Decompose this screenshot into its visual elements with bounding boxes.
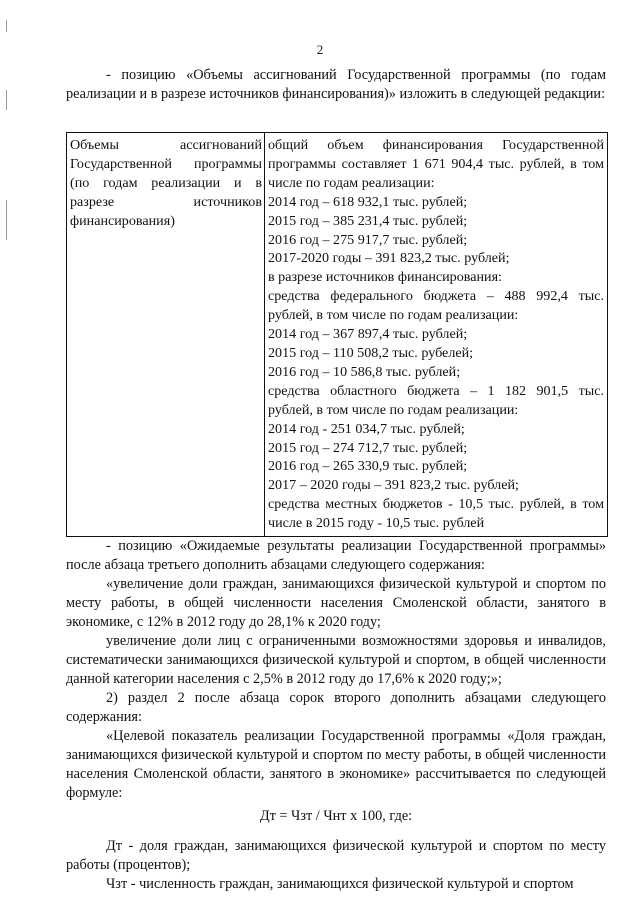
funding-line: 2014 год – 367 897,4 тыс. рублей; (268, 326, 468, 343)
document-body (66, 66, 606, 894)
paragraph-dt-definition: Дт - доля граждан, занимающихся физической культурой и спортом по месту работы (процентов); (66, 838, 606, 874)
funding-table (66, 132, 608, 537)
intro-paragraph: - позицию «Объемы ассигнований Государственной программы (по годам реализации и в разрезе источников финансирования)» изложить в следующей редакции: (66, 67, 606, 102)
funding-line: 2014 год - 251 034,7 тыс. рублей; (268, 420, 465, 437)
funding-line: 2015 год – 385 231,4 тыс. рублей; (268, 212, 468, 229)
paragraph-work-sport-share: «увеличение доли граждан, занимающихся физической культурой и спортом по месту работы, в общей численности населения Смоленской области, занятого в экономике, с 12% в 2012 году до 28,1% к 2020 году; (66, 576, 606, 631)
paragraph-section-2: 2) раздел 2 после абзаца сорок второго дополнить абзацами следующего содержания: (66, 690, 606, 726)
funding-line: в разрезе источников финансирования: (268, 269, 502, 286)
funding-line: средства областного бюджета – 1 182 901,5 тыс. рублей, в том числе по годам реализации: (268, 382, 604, 418)
funding-line: 2014 год – 618 932,1 тыс. рублей; (268, 193, 468, 210)
funding-line: 2016 год – 265 330,9 тыс. рублей; (268, 458, 468, 475)
paragraph-disabled-sport-share: увеличение доли лиц с ограниченными возможностями здоровья и инвалидов, систематически занимающихся физической культурой и спортом, в общей численности данной категории населения с 2,5% в 2012 году до 17,6% к 2020 году;»; (66, 633, 606, 688)
funding-line: 2017-2020 годы – 391 823,2 тыс. рублей; (268, 250, 510, 267)
funding-line: средства федерального бюджета – 488 992,4 тыс. рублей, в том числе по годам реализации: (268, 288, 604, 324)
paragraph-target-indicator: «Целевой показатель реализации Государственной программы «Доля граждан, занимающихся физической культурой и спортом по месту работы, в общей численности населения Смоленской области, занятого в экономике» рассчитывается по следующей формуле: (66, 728, 606, 802)
funding-line: 2015 год – 274 712,7 тыс. рублей; (268, 439, 468, 456)
paragraph-chzt-definition: Чзт - численность граждан, занимающихся физической культурой и спортом (106, 876, 574, 893)
page-number: 2 (316, 42, 324, 57)
table-right-cell (265, 133, 607, 536)
funding-line: средства местных бюджетов - 10,5 тыс. рублей, в том числе в 2015 году - 10,5 тыс. рублей (268, 496, 604, 532)
formula: Дт = Чзт / Чнт х 100, где: (259, 808, 413, 825)
table-left-cell: Объемы ассигнований Государственной программы (по годам реализации и в разрезе источников финансирования) (67, 133, 265, 536)
funding-line: 2016 год – 275 917,7 тыс. рублей; (268, 231, 468, 248)
funding-line: общий объем финансирования Государственной программы составляет 1 671 904,4 тыс. рублей, в том числе по годам реализации: (268, 137, 604, 191)
paragraph-expected-results: - позицию «Ожидаемые результаты реализации Государственной программы» после абзаца третьего дополнить абзацами следующего содержания: (66, 538, 606, 574)
funding-line: 2017 – 2020 годы – 391 823,2 тыс. рублей; (268, 477, 519, 494)
funding-line: 2016 год – 10 586,8 тыс. рублей; (268, 363, 461, 380)
funding-line: 2015 год – 110 508,2 тыс. рубелей; (268, 344, 474, 361)
